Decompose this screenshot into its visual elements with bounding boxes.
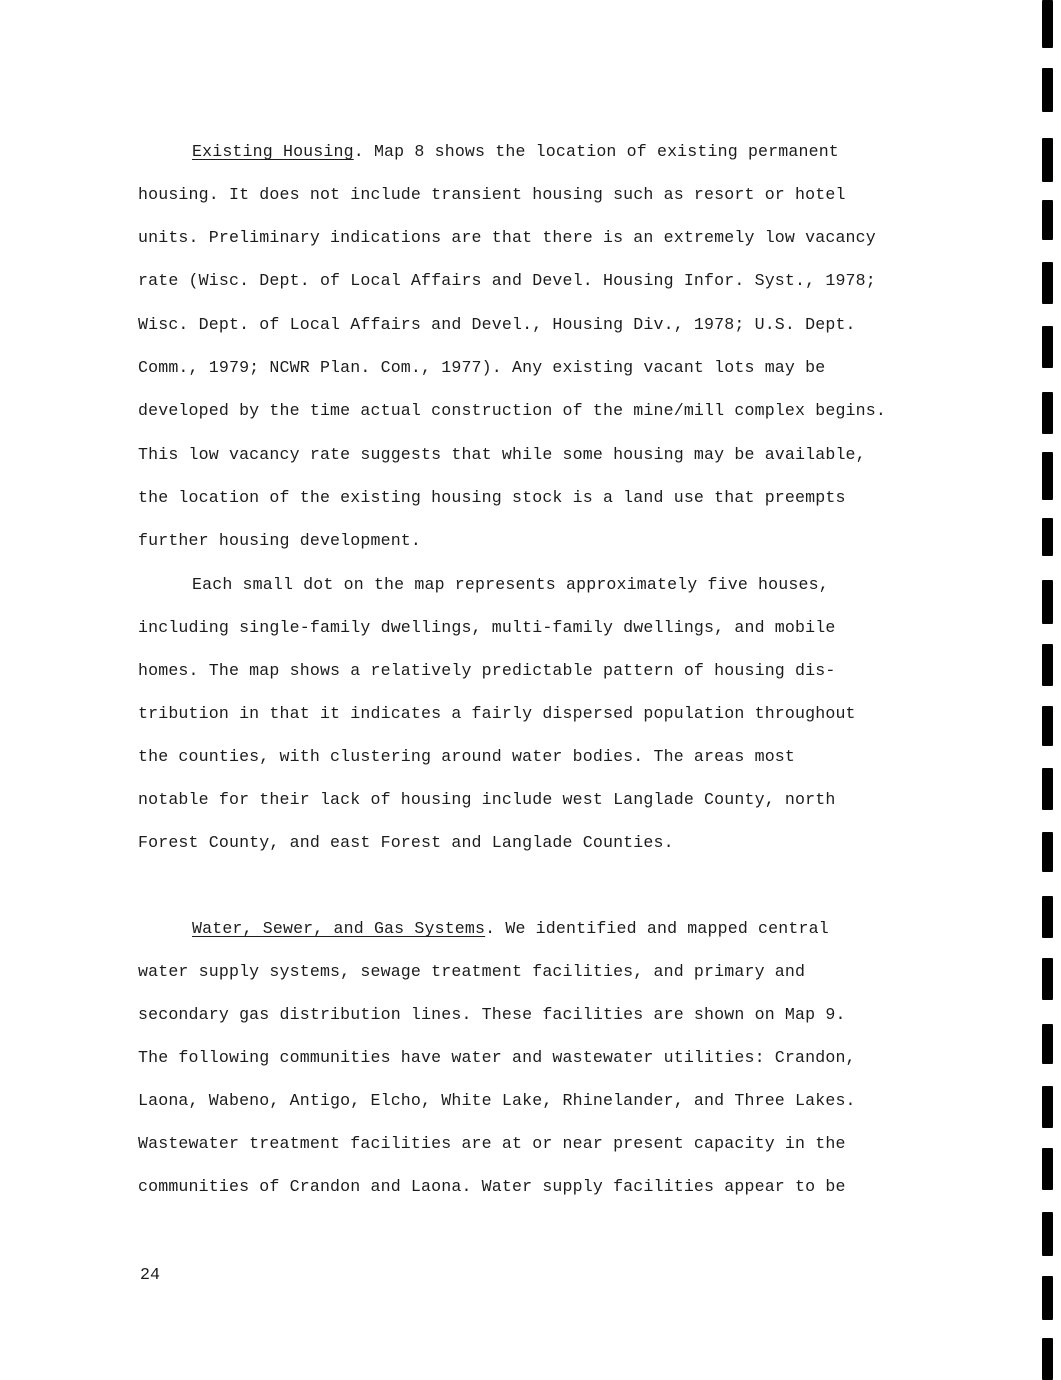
text-line: This low vacancy rate suggests that while some housing may be available, [138,445,866,464]
text-line: Wastewater treatment facilities are at or near present capacity in the [138,1134,846,1153]
text-line: notable for their lack of housing include west Langlade County, north [138,790,836,809]
text-line: homes. The map shows a relatively predictable pattern of housing dis- [138,661,836,680]
text-line: tribution in that it indicates a fairly dispersed population throughout [138,704,856,723]
text-line: housing. It does not include transient housing such as resort or hotel [138,185,846,204]
text-line: communities of Crandon and Laona. Water supply facilities appear to be [138,1177,846,1196]
text-line: water supply systems, sewage treatment facilities, and primary and [138,962,806,981]
section-heading: Existing Housing [192,142,354,161]
text-line: Water, Sewer, and Gas Systems. We identified and mapped central [192,919,829,938]
text-line: including single-family dwellings, multi-family dwellings, and mobile [138,618,836,637]
text-line: further housing development. [138,531,422,550]
text-line: Comm., 1979; NCWR Plan. Com., 1977). Any existing vacant lots may be [138,358,826,377]
text-line: Existing Housing. Map 8 shows the location of existing permanent [192,142,839,161]
binding-marks [1038,0,1061,1380]
text-line: Forest County, and east Forest and Langlade Counties. [138,833,674,852]
text-line: units. Preliminary indications are that there is an extremely low vacancy [138,228,876,247]
text-line: Laona, Wabeno, Antigo, Elcho, White Lake, Rhinelander, and Three Lakes. [138,1091,856,1110]
text-line: the location of the existing housing stock is a land use that preempts [138,488,846,507]
text-line: The following communities have water and wastewater utilities: Crandon, [138,1048,856,1067]
text-line: the counties, with clustering around water bodies. The areas most [138,747,796,766]
section-heading: Water, Sewer, and Gas Systems [192,919,486,938]
page-number: 24 [140,1265,160,1284]
text-line: developed by the time actual construction of the mine/mill complex begins. [138,401,886,420]
text-line: secondary gas distribution lines. These facilities are shown on Map 9. [138,1005,846,1024]
text-line: rate (Wisc. Dept. of Local Affairs and Devel. Housing Infor. Syst., 1978; [138,271,876,290]
text-line: Each small dot on the map represents approximately five houses, [192,575,829,594]
text-line: Wisc. Dept. of Local Affairs and Devel., Housing Div., 1978; U.S. Dept. [138,315,856,334]
